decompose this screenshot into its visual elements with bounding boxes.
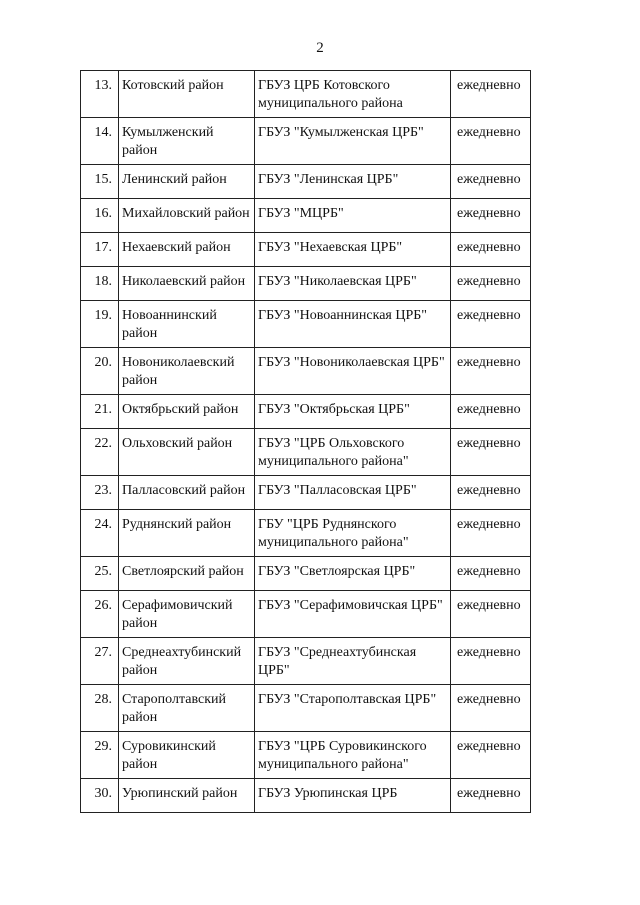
institution-name: ГБУЗ "Новониколаевская ЦРБ" <box>255 348 451 395</box>
district-name: Суровикинский район <box>119 732 255 779</box>
table-row <box>81 476 531 510</box>
district-name: Руднянский район <box>119 510 255 557</box>
page-number: 2 <box>316 40 324 56</box>
district-name: Палласовский район <box>119 476 255 510</box>
table-row <box>81 71 531 118</box>
frequency: ежедневно <box>451 557 531 591</box>
table-row <box>81 732 531 779</box>
frequency: ежедневно <box>451 267 531 301</box>
frequency: ежедневно <box>451 71 531 118</box>
table-row <box>81 395 531 429</box>
row-number: 18. <box>81 267 119 301</box>
table-row <box>81 165 531 199</box>
row-number: 16. <box>81 199 119 233</box>
row-number: 26. <box>81 591 119 638</box>
row-number: 23. <box>81 476 119 510</box>
district-name: Старополтавский район <box>119 685 255 732</box>
frequency: ежедневно <box>451 685 531 732</box>
row-number: 27. <box>81 638 119 685</box>
frequency: ежедневно <box>451 732 531 779</box>
frequency: ежедневно <box>451 301 531 348</box>
institution-name: ГБУЗ "Октябрьская ЦРБ" <box>255 395 451 429</box>
frequency: ежедневно <box>451 510 531 557</box>
district-name: Ленинский район <box>119 165 255 199</box>
table-row <box>81 118 531 165</box>
district-name: Серафимовичский район <box>119 591 255 638</box>
row-number: 20. <box>81 348 119 395</box>
frequency: ежедневно <box>451 118 531 165</box>
row-number: 29. <box>81 732 119 779</box>
district-name: Урюпинский район <box>119 779 255 813</box>
institution-name: ГБУЗ "Новоаннинская ЦРБ" <box>255 301 451 348</box>
table-row <box>81 779 531 813</box>
district-name: Николаевский район <box>119 267 255 301</box>
table-row <box>81 429 531 476</box>
frequency: ежедневно <box>451 779 531 813</box>
row-number: 15. <box>81 165 119 199</box>
frequency: ежедневно <box>451 638 531 685</box>
district-name: Кумылженский район <box>119 118 255 165</box>
row-number: 30. <box>81 779 119 813</box>
row-number: 25. <box>81 557 119 591</box>
institution-name: ГБУЗ "Ленинская ЦРБ" <box>255 165 451 199</box>
table-row <box>81 638 531 685</box>
table-row <box>81 685 531 732</box>
table-row <box>81 301 531 348</box>
district-name: Нехаевский район <box>119 233 255 267</box>
district-name: Новониколаевский район <box>119 348 255 395</box>
table-row <box>81 348 531 395</box>
table-row <box>81 267 531 301</box>
district-schedule-table <box>80 70 531 813</box>
institution-name: ГБУЗ "МЦРБ" <box>255 199 451 233</box>
row-number: 17. <box>81 233 119 267</box>
frequency: ежедневно <box>451 348 531 395</box>
institution-name: ГБУЗ "Светлоярская ЦРБ" <box>255 557 451 591</box>
frequency: ежедневно <box>451 591 531 638</box>
district-name: Ольховский район <box>119 429 255 476</box>
row-number: 24. <box>81 510 119 557</box>
institution-name: ГБУЗ "Старополтавская ЦРБ" <box>255 685 451 732</box>
district-name: Среднеахтубинский район <box>119 638 255 685</box>
institution-name: ГБУЗ "Палласовская ЦРБ" <box>255 476 451 510</box>
table-row <box>81 233 531 267</box>
frequency: ежедневно <box>451 165 531 199</box>
row-number: 19. <box>81 301 119 348</box>
table-row <box>81 557 531 591</box>
row-number: 13. <box>81 71 119 118</box>
row-number: 28. <box>81 685 119 732</box>
table-row <box>81 510 531 557</box>
row-number: 22. <box>81 429 119 476</box>
institution-name: ГБУЗ "ЦРБ Суровикинского муниципального района" <box>255 732 451 779</box>
district-name: Михайловский район <box>119 199 255 233</box>
institution-name: ГБУЗ "Нехаевская ЦРБ" <box>255 233 451 267</box>
institution-name: ГБУЗ "ЦРБ Ольховского муниципального района" <box>255 429 451 476</box>
district-name: Светлоярский район <box>119 557 255 591</box>
frequency: ежедневно <box>451 395 531 429</box>
institution-name: ГБУЗ Урюпинская ЦРБ <box>255 779 451 813</box>
row-number: 14. <box>81 118 119 165</box>
table-row <box>81 591 531 638</box>
district-name: Новоаннинский район <box>119 301 255 348</box>
frequency: ежедневно <box>451 476 531 510</box>
institution-name: ГБУЗ "Среднеахтубинская ЦРБ" <box>255 638 451 685</box>
institution-name: ГБУЗ "Николаевская ЦРБ" <box>255 267 451 301</box>
district-name: Котовский район <box>119 71 255 118</box>
district-name: Октябрьский район <box>119 395 255 429</box>
institution-name: ГБУЗ "Кумылженская ЦРБ" <box>255 118 451 165</box>
frequency: ежедневно <box>451 233 531 267</box>
frequency: ежедневно <box>451 429 531 476</box>
institution-name: ГБУ "ЦРБ Руднянского муниципального района" <box>255 510 451 557</box>
institution-name: ГБУЗ ЦРБ Котовского муниципального района <box>255 71 451 118</box>
row-number: 21. <box>81 395 119 429</box>
institution-name: ГБУЗ "Серафимовичская ЦРБ" <box>255 591 451 638</box>
table-row <box>81 199 531 233</box>
frequency: ежедневно <box>451 199 531 233</box>
